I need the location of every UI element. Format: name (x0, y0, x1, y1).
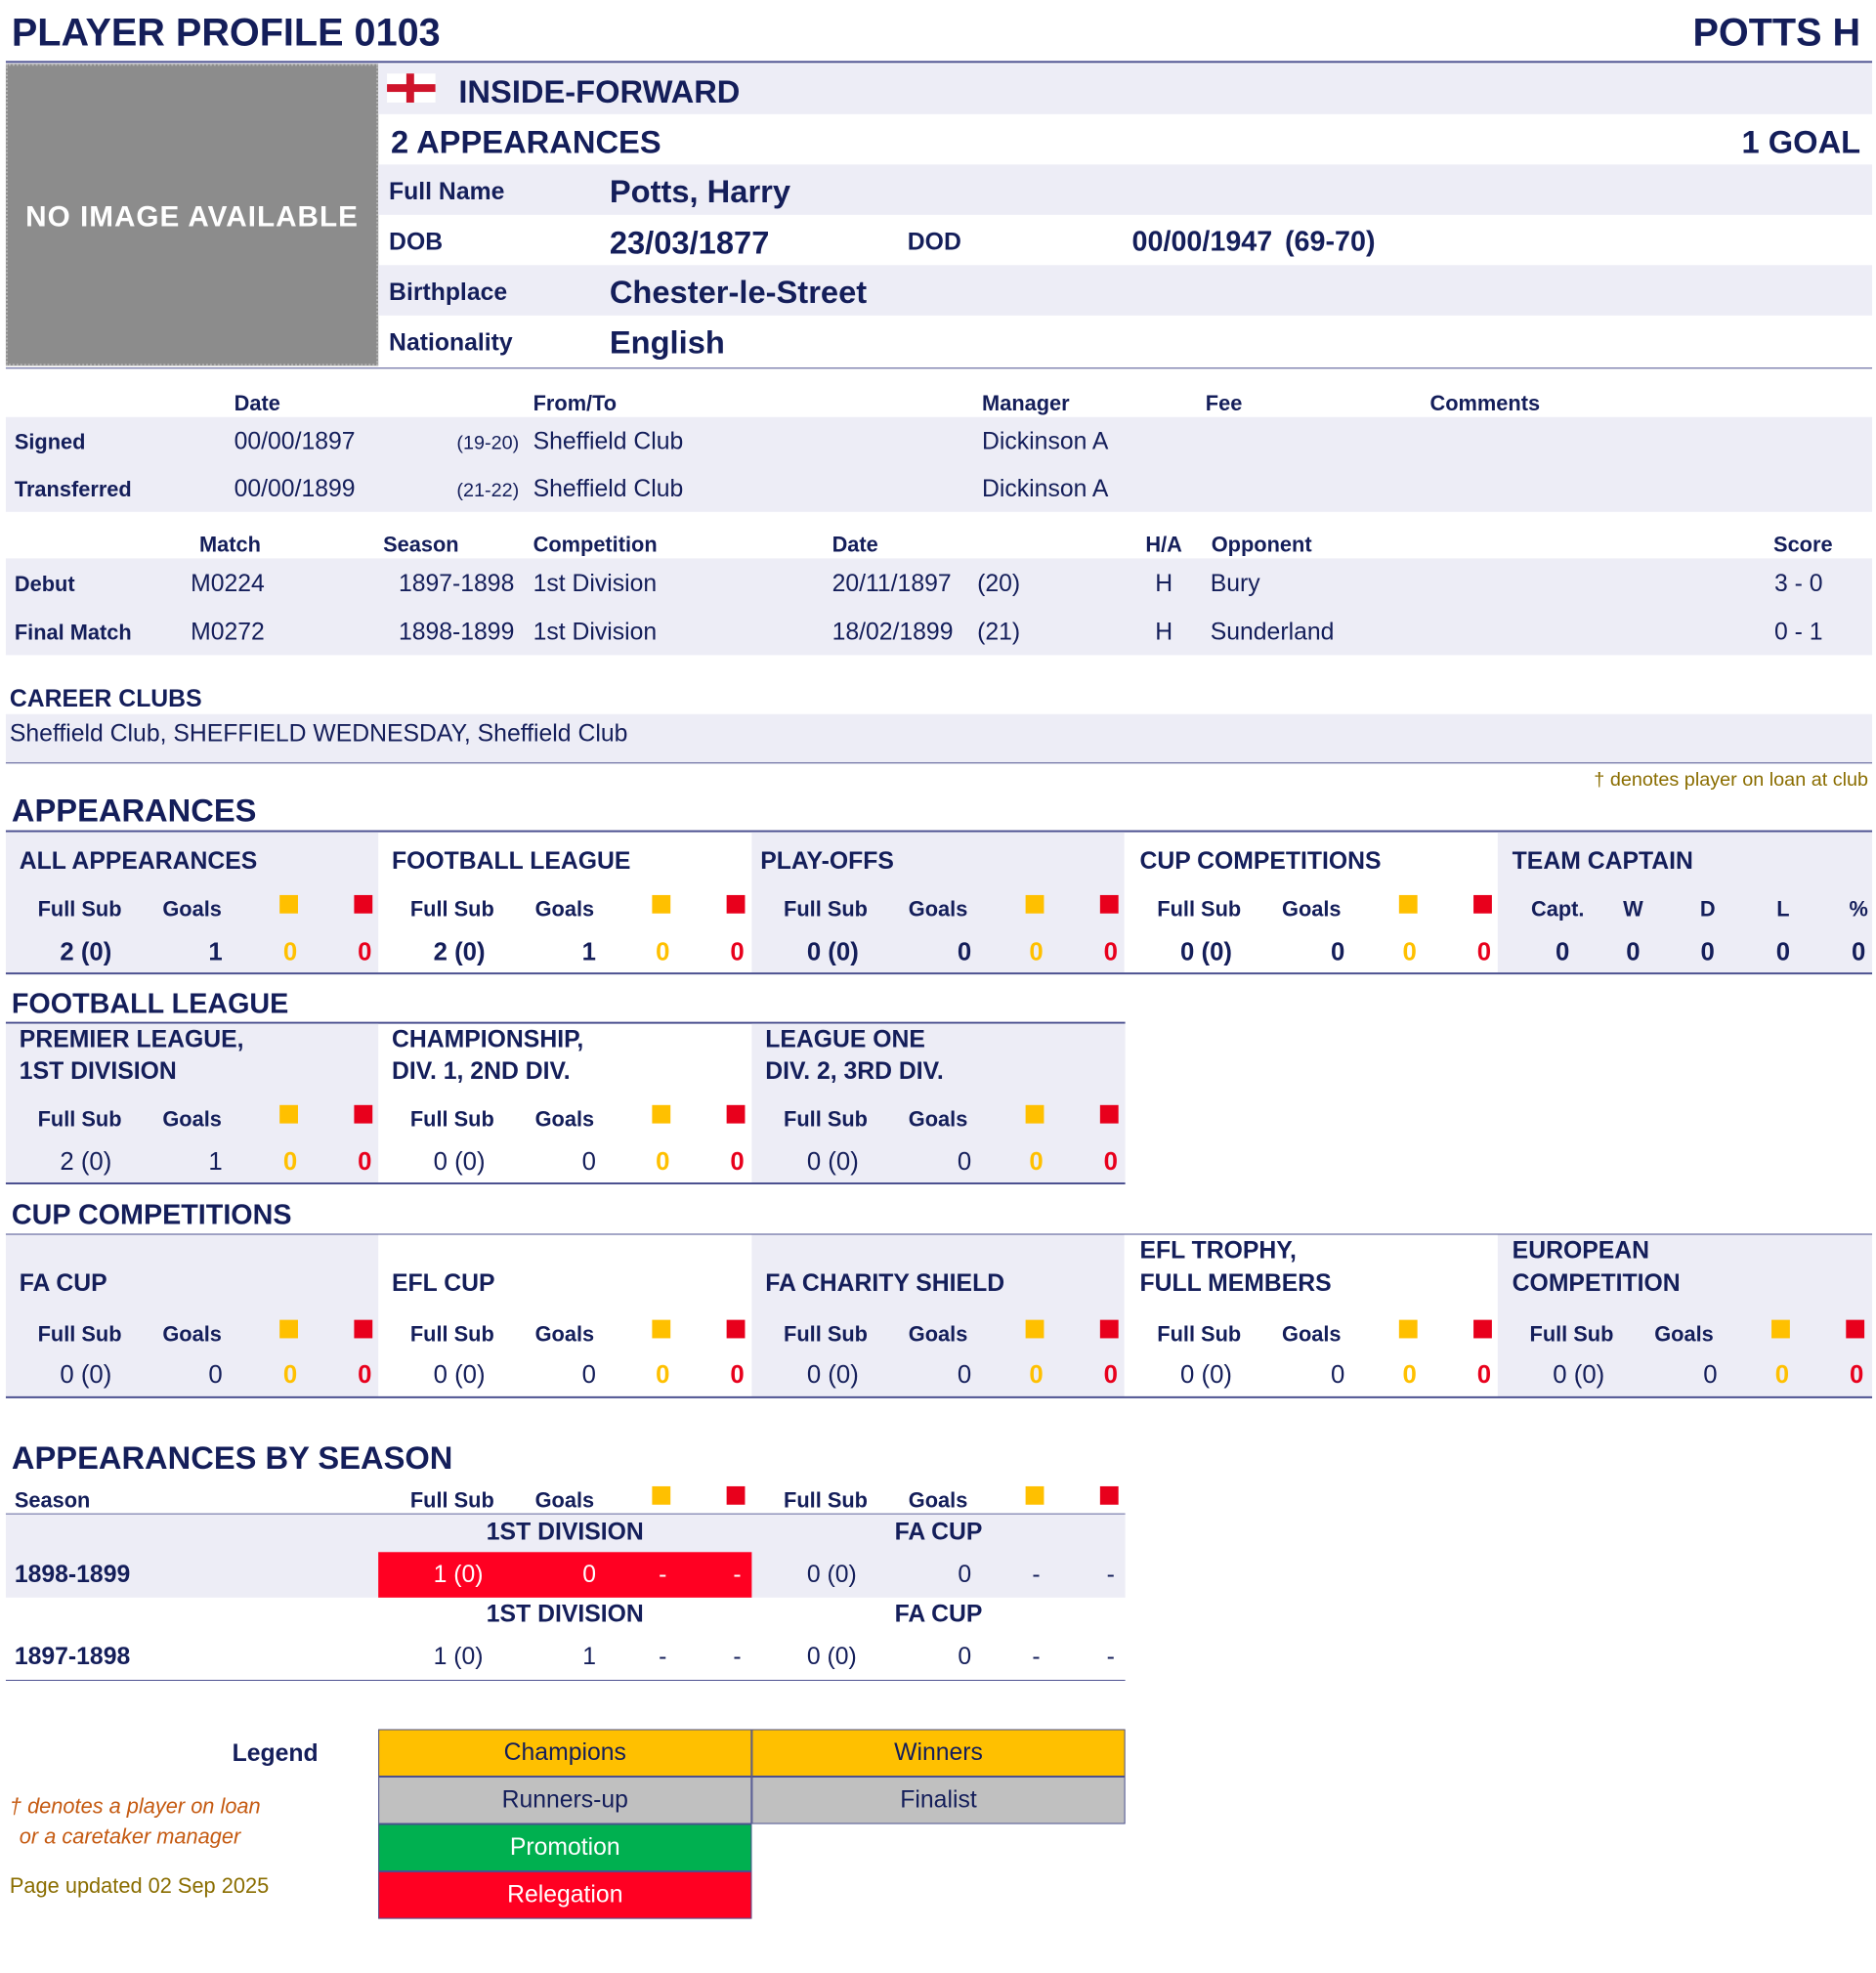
nationality: English (609, 323, 725, 361)
panel-title-line2: DIV. 2, 3RD DIV. (765, 1057, 944, 1086)
dod-label: DOD (907, 228, 961, 256)
match-row-score: 3 - 0 (1774, 570, 1823, 597)
match-row-ha: H (1155, 618, 1173, 646)
stat-red: 0 (730, 1146, 745, 1177)
full-sub-header: Full Sub (37, 1321, 122, 1347)
stat-yellow: 0 (1029, 1359, 1044, 1389)
stat-red: 0 (358, 1146, 372, 1177)
season-c2-full-sub: 0 (0) (806, 1561, 857, 1588)
transfers-header-fee: Fee (1205, 391, 1243, 415)
stat-full-sub: 0 (0) (1180, 1359, 1232, 1389)
season-c1-yellow: - (659, 1561, 667, 1588)
stat-goals: 1 (581, 936, 596, 966)
full-sub-header: Full Sub (409, 1106, 494, 1132)
goals-header: Goals (1654, 1321, 1714, 1347)
position: INSIDE-FORWARD (458, 73, 741, 109)
season-c2-red: - (1106, 1561, 1115, 1588)
legend-winners (751, 1729, 1125, 1777)
stat-red: 0 (358, 936, 372, 966)
goals-header: Goals (162, 896, 222, 922)
stat-red: 0 (1476, 1359, 1492, 1389)
panel-title-line2: EFL CUP (392, 1269, 495, 1297)
panel-title-line2: COMPETITION (1512, 1269, 1681, 1297)
yellow-card-icon (279, 895, 298, 914)
appearances-title: APPEARANCES (11, 792, 257, 829)
transfer-row-label: Signed (14, 429, 86, 454)
match-row-opponent: Bury (1210, 570, 1260, 597)
legend-runners-up (378, 1777, 751, 1824)
player-short-name: POTTS H (1692, 11, 1861, 55)
captain-header-pct: % (1849, 896, 1868, 922)
stat-goals: 0 (581, 1146, 596, 1177)
stat-red: 0 (730, 1359, 745, 1389)
yellow-card-icon (1026, 1105, 1045, 1124)
panel-title-line2: FA CUP (19, 1269, 107, 1297)
yellow-card-icon (1026, 1320, 1045, 1339)
stat-goals: 1 (208, 1146, 223, 1177)
transfer-row-date: 00/00/1899 (234, 475, 356, 502)
cup-competitions-title: CUP COMPETITIONS (11, 1199, 292, 1231)
match-row-opponent: Sunderland (1210, 618, 1335, 646)
by-season-bottom-divider (6, 1680, 1126, 1681)
dob-label: DOB (389, 228, 444, 256)
goals-total: 1 GOAL (1741, 123, 1861, 160)
match-row-label: Final Match (14, 620, 132, 645)
stat-goals: 0 (1703, 1359, 1718, 1389)
stat-full-sub: 0 (0) (806, 936, 859, 966)
full-sub-header: Full Sub (1157, 1321, 1242, 1347)
football-league-bottom-divider (6, 1182, 1126, 1184)
full-sub-header: Full Sub (1157, 896, 1242, 922)
appearances-total: 2 APPEARANCES (391, 123, 661, 160)
birthplace-label: Birthplace (389, 279, 508, 306)
panel-title-line1: LEAGUE ONE (765, 1025, 925, 1053)
red-card-icon (1473, 1320, 1492, 1339)
season-c2-yellow: - (1032, 1561, 1041, 1588)
transfer-row-manager: Dickinson A (982, 475, 1109, 502)
panel-title-line1: CHAMPIONSHIP, (392, 1025, 584, 1053)
captain-value: 0 (1775, 936, 1791, 966)
panel-title-line1: EUROPEAN (1512, 1236, 1649, 1265)
goals-header: Goals (534, 1487, 595, 1513)
birthplace-row (378, 265, 1872, 315)
matches-header-competition: Competition (533, 532, 658, 557)
transfers-header-comments: Comments (1429, 391, 1541, 415)
match-row-date: 18/02/1899 (831, 618, 954, 646)
stat-full-sub: 0 (0) (806, 1359, 859, 1389)
full-name-label: Full Name (389, 178, 505, 205)
stat-goals: 0 (957, 936, 972, 966)
goals-header: Goals (534, 896, 595, 922)
full-sub-header: Full Sub (1529, 1321, 1614, 1347)
stat-yellow: 0 (1774, 1359, 1790, 1389)
page-title: PLAYER PROFILE 0103 (11, 11, 441, 55)
match-row-date: 20/11/1897 (831, 570, 952, 597)
transfer-row-club: Sheffield Club (533, 475, 684, 502)
red-card-icon (727, 1486, 746, 1505)
legend-label: Finalist (900, 1785, 977, 1814)
stat-goals: 1 (208, 936, 223, 966)
yellow-card-icon (279, 1105, 298, 1124)
season-c2-red: - (1106, 1643, 1115, 1671)
stat-goals: 0 (1331, 1359, 1345, 1389)
full-sub-header: Full Sub (37, 1106, 122, 1132)
legend-finalist (751, 1777, 1125, 1824)
stat-red: 0 (358, 1359, 372, 1389)
stat-red: 0 (1850, 1359, 1864, 1389)
season-c1-red: - (733, 1643, 742, 1671)
header-divider (6, 61, 1872, 63)
legend-relegation (378, 1871, 751, 1919)
red-card-icon (354, 895, 372, 914)
full-sub-header: Full Sub (784, 1106, 868, 1132)
red-card-icon (1100, 1320, 1119, 1339)
matches-header-ha: H/A (1145, 532, 1182, 557)
nationality-label: Nationality (389, 328, 513, 357)
captain-header-l: L (1776, 896, 1790, 922)
transfer-row-age: (19-20) (456, 432, 520, 454)
full-name-row (378, 164, 1872, 214)
stat-goals: 0 (957, 1146, 972, 1177)
stat-goals: 0 (957, 1359, 972, 1389)
transfer-row-manager: Dickinson A (982, 427, 1109, 455)
stat-full-sub: 0 (0) (60, 1359, 112, 1389)
match-row-label: Debut (14, 572, 75, 596)
yellow-card-icon (279, 1320, 298, 1339)
season-comp2: FA CUP (894, 1518, 983, 1546)
red-card-icon (354, 1105, 372, 1124)
panel-title: CUP COMPETITIONS (1139, 847, 1382, 876)
stat-yellow: 0 (1029, 936, 1044, 966)
loan-legend-note-line2: or a caretaker manager (19, 1823, 241, 1849)
yellow-card-icon (1399, 1320, 1418, 1339)
captain-value: 0 (1556, 936, 1570, 966)
matches-header-match: Match (198, 532, 261, 557)
matches-header-season: Season (383, 532, 459, 557)
goals-header: Goals (534, 1321, 595, 1347)
panel-title: PLAY-OFFS (760, 847, 894, 876)
panel-title-line2: FULL MEMBERS (1139, 1269, 1332, 1297)
stat-yellow: 0 (282, 1146, 298, 1177)
dod: 00/00/1947 (1131, 226, 1273, 258)
dob: 23/03/1877 (609, 224, 770, 261)
transfer-row-date: 00/00/1897 (234, 427, 356, 455)
by-season-title: APPEARANCES BY SEASON (11, 1439, 453, 1477)
season-comp1: 1ST DIVISION (486, 1518, 644, 1546)
transfer-row-club: Sheffield Club (533, 427, 684, 455)
full-sub-header: Full Sub (409, 1487, 494, 1513)
red-card-icon (727, 895, 746, 914)
stat-full-sub: 0 (0) (1553, 1359, 1605, 1389)
legend-label: Relegation (507, 1880, 623, 1909)
match-row-id: M0272 (191, 618, 265, 646)
red-card-icon (1100, 1105, 1119, 1124)
yellow-card-icon (652, 1105, 670, 1124)
transfers-header-manager: Manager (982, 391, 1070, 415)
legend-label: Champions (503, 1738, 626, 1767)
red-card-icon (1100, 895, 1119, 914)
red-card-icon (1846, 1320, 1864, 1339)
career-clubs: Sheffield Club, SHEFFIELD WEDNESDAY, Sheffield Club (9, 719, 628, 748)
stat-red: 0 (1103, 1146, 1118, 1177)
captain-value: 0 (1852, 936, 1866, 966)
stat-full-sub: 0 (0) (1180, 936, 1232, 966)
captain-value: 0 (1700, 936, 1715, 966)
player-photo-placeholder (6, 64, 378, 365)
stat-yellow: 0 (1029, 1146, 1044, 1177)
football-league-title: FOOTBALL LEAGUE (11, 988, 289, 1020)
transfers-header-date: Date (234, 391, 280, 415)
match-row-age: (21) (977, 618, 1021, 646)
season-c1-goals: 1 (582, 1643, 596, 1671)
goals-header: Goals (908, 896, 968, 922)
stat-full-sub: 2 (0) (433, 936, 486, 966)
season-label: 1898-1899 (14, 1561, 131, 1588)
panel-title-line2: DIV. 1, 2ND DIV. (392, 1057, 571, 1086)
goals-header: Goals (908, 1487, 968, 1513)
cup-bottom-divider (6, 1396, 1872, 1398)
birthplace: Chester-le-Street (609, 274, 868, 310)
season-c2-goals: 0 (958, 1561, 972, 1588)
transfers-header-fromto: From/To (533, 391, 618, 415)
loan-note: † denotes player on loan at club (1594, 769, 1869, 791)
season-header: Season (14, 1487, 91, 1513)
profile-divider (6, 367, 1872, 368)
season-comp2: FA CUP (894, 1600, 983, 1628)
stat-full-sub: 2 (0) (60, 1146, 112, 1177)
legend-champions (378, 1729, 751, 1777)
career-divider (6, 762, 1872, 763)
season-c1-full-sub: 1 (0) (433, 1643, 484, 1671)
goals-header: Goals (534, 1106, 595, 1132)
yellow-card-icon (1399, 895, 1418, 914)
stat-red: 0 (1103, 936, 1118, 966)
stat-yellow: 0 (656, 1359, 670, 1389)
panel-title-line2: 1ST DIVISION (19, 1057, 177, 1086)
match-row-score: 0 - 1 (1774, 618, 1823, 646)
goals-header: Goals (908, 1321, 968, 1347)
red-card-icon (1473, 895, 1492, 914)
full-sub-header: Full Sub (409, 1321, 494, 1347)
matches-header-opponent: Opponent (1211, 532, 1312, 557)
match-row-id: M0224 (191, 570, 265, 597)
full-sub-header: Full Sub (37, 896, 122, 922)
full-sub-header: Full Sub (784, 896, 868, 922)
panel-title: TEAM CAPTAIN (1512, 847, 1693, 876)
season-c1-yellow: - (659, 1643, 667, 1671)
stat-full-sub: 0 (0) (433, 1359, 486, 1389)
legend-label: Promotion (509, 1833, 620, 1862)
red-card-icon (1100, 1486, 1119, 1505)
match-row-ha: H (1155, 570, 1173, 597)
legend-promotion (378, 1824, 751, 1872)
captain-header-w: W (1623, 896, 1643, 922)
stat-yellow: 0 (282, 936, 298, 966)
match-row-competition: 1st Division (533, 570, 658, 597)
stat-yellow: 0 (656, 936, 670, 966)
panel-title-line1: EFL TROPHY, (1139, 1236, 1297, 1265)
matches-header-score: Score (1773, 532, 1833, 557)
season-comp1: 1ST DIVISION (486, 1600, 644, 1628)
yellow-card-icon (652, 1320, 670, 1339)
season-c1-red: - (733, 1561, 742, 1588)
panel-title: FOOTBALL LEAGUE (392, 847, 631, 876)
transfer-row-age: (21-22) (456, 480, 520, 501)
season-c1-goals: 0 (582, 1561, 596, 1588)
goals-header: Goals (908, 1106, 968, 1132)
stat-yellow: 0 (1402, 936, 1417, 966)
red-card-icon (727, 1105, 746, 1124)
red-card-icon (727, 1320, 746, 1339)
goals-header: Goals (162, 1106, 222, 1132)
goals-header: Goals (162, 1321, 222, 1347)
legend-title: Legend (232, 1739, 319, 1768)
stat-full-sub: 0 (0) (806, 1146, 859, 1177)
yellow-card-icon (652, 895, 670, 914)
season-c2-yellow: - (1032, 1643, 1041, 1671)
stat-goals: 0 (1331, 936, 1345, 966)
season-c2-goals: 0 (958, 1643, 972, 1671)
stat-red: 0 (1476, 936, 1492, 966)
goals-header: Goals (1282, 1321, 1342, 1347)
match-row-competition: 1st Division (533, 618, 658, 646)
captain-value: 0 (1626, 936, 1641, 966)
goals-header: Goals (1282, 896, 1342, 922)
yellow-card-icon (652, 1486, 670, 1505)
stat-goals: 0 (208, 1359, 223, 1389)
stat-red: 0 (730, 936, 745, 966)
full-sub-header: Full Sub (784, 1321, 868, 1347)
season-c1-full-sub: 1 (0) (433, 1561, 484, 1588)
career-clubs-title: CAREER CLUBS (9, 685, 202, 712)
match-row-age: (20) (977, 570, 1021, 597)
legend-label: Runners-up (501, 1785, 628, 1814)
loan-legend-note-line1: † denotes a player on loan (9, 1793, 261, 1819)
stat-yellow: 0 (656, 1146, 670, 1177)
stat-yellow: 0 (1402, 1359, 1417, 1389)
stat-full-sub: 0 (0) (433, 1146, 486, 1177)
yellow-card-icon (1026, 895, 1045, 914)
full-sub-header: Full Sub (409, 896, 494, 922)
dod-age: (69-70) (1284, 226, 1376, 258)
red-card-icon (354, 1320, 372, 1339)
transfer-row-label: Transferred (14, 477, 132, 501)
page-updated: Page updated 02 Sep 2025 (9, 1873, 270, 1898)
england-flag-icon (387, 73, 436, 103)
panel-title-line2: FA CHARITY SHIELD (765, 1269, 1005, 1297)
panel-title: ALL APPEARANCES (19, 847, 258, 876)
yellow-card-icon (1771, 1320, 1790, 1339)
matches-header-date: Date (831, 532, 878, 557)
season-label: 1897-1898 (14, 1643, 131, 1671)
match-row-season: 1898-1899 (398, 618, 515, 646)
captain-header-capt: Capt. (1530, 896, 1585, 922)
captain-header-d: D (1699, 896, 1716, 922)
match-row-season: 1897-1898 (398, 570, 515, 597)
stat-yellow: 0 (282, 1359, 298, 1389)
full-name: Potts, Harry (609, 173, 791, 209)
stat-red: 0 (1103, 1359, 1118, 1389)
appearances-bottom-divider (6, 972, 1872, 974)
legend-label: Winners (894, 1738, 983, 1767)
season-c2-full-sub: 0 (0) (806, 1643, 857, 1671)
stat-full-sub: 2 (0) (60, 936, 112, 966)
panel-title-line1: PREMIER LEAGUE, (19, 1025, 244, 1053)
yellow-card-icon (1026, 1486, 1045, 1505)
stat-goals: 0 (581, 1359, 596, 1389)
no-image-text: NO IMAGE AVAILABLE (25, 200, 359, 234)
full-sub-header: Full Sub (784, 1487, 868, 1513)
